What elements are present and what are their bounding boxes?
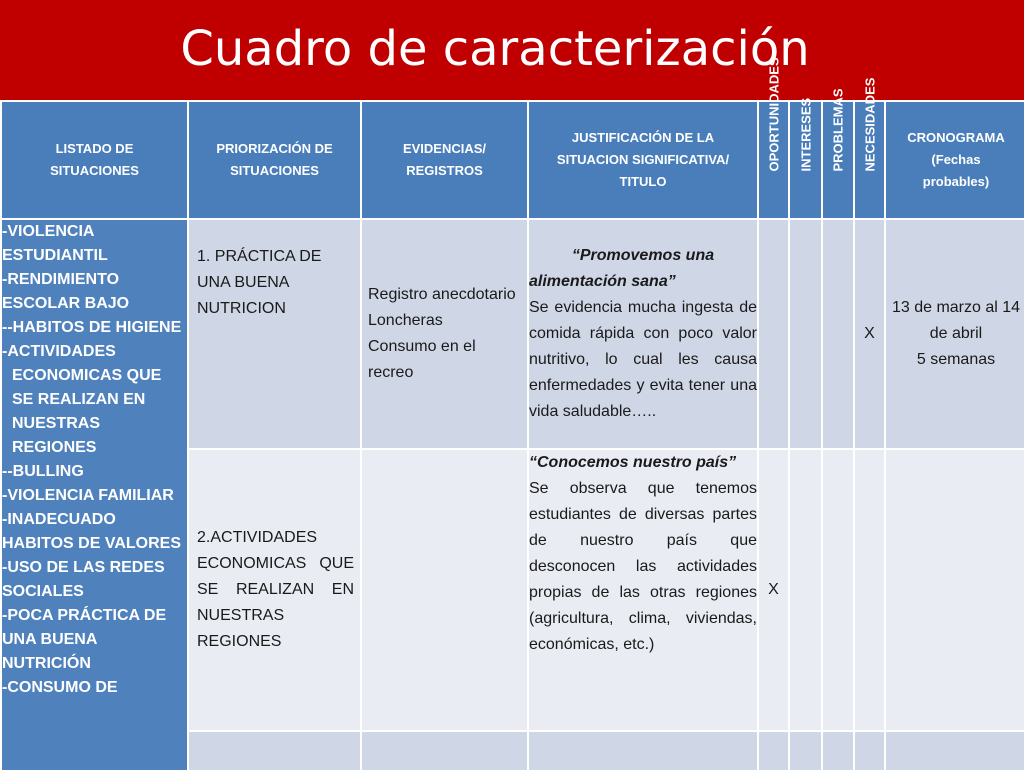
- empty-cell: [885, 731, 1024, 771]
- situation-title: “Conocemos nuestro país”: [529, 454, 737, 471]
- empty-cell: [789, 731, 822, 771]
- situation-text: Se evidencia mucha ingesta de comida rápida con poco valor nutritivo, lo cual les causa enfermedades y evita tener una vida saludable…..: [529, 299, 757, 420]
- header-listado: LISTADO DE SITUACIONES: [1, 101, 188, 219]
- situation-text: Se observa que tenemos estudiantes de diversas partes de nuestro país que desconocen las actividades propias de las otras regiones (agricultura, clima, viviendas, económicas, etc.): [529, 480, 757, 653]
- date-range: 13 de marzo al 14 de abril: [891, 299, 1021, 342]
- header-oportunidades: OPORTUNIDADES: [758, 101, 789, 219]
- header-cronograma: CRONOGRAMA (Fechas probables): [885, 101, 1024, 219]
- empty-cell: [188, 731, 361, 771]
- cronograma-cell: [885, 219, 1024, 449]
- evidence-item: Registro anecdotario: [368, 286, 516, 303]
- header-intereses: INTERESES: [789, 101, 822, 219]
- justificacion-cell: [528, 449, 758, 731]
- list-item: -USO DE LAS REDES SOCIALES: [2, 559, 165, 600]
- list-item: --HABITOS DE HIGIENE: [2, 319, 182, 336]
- evidence-item: Loncheras: [368, 312, 443, 329]
- intereses-cell: [789, 449, 822, 731]
- header-evidencias: EVIDENCIAS/ REGISTROS: [361, 101, 528, 219]
- characterization-table: [0, 56, 1024, 772]
- evidencias-cell: [361, 219, 528, 449]
- header-necesidades: NECESIDADES: [854, 101, 885, 219]
- empty-cell: [361, 731, 528, 771]
- necesidades-cell: [854, 449, 885, 731]
- problemas-cell: [822, 449, 854, 731]
- problemas-cell: [822, 219, 854, 449]
- intereses-cell: [789, 219, 822, 449]
- justificacion-cell: [528, 219, 758, 449]
- header-priorizacion: PRIORIZACIÓN DE SITUACIONES: [188, 101, 361, 219]
- list-item: -VIOLENCIA ESTUDIANTIL: [2, 223, 108, 264]
- list-item: -INADECUADO HABITOS DE VALORES: [2, 511, 181, 552]
- empty-cell: [854, 731, 885, 771]
- page-title: Cuadro de caracterización: [180, 21, 810, 77]
- oportunidades-cell: [758, 219, 789, 449]
- table-row: [1, 219, 1024, 449]
- list-item: ECONOMICAS QUE SE REALIZAN EN NUESTRAS REGIONES: [12, 367, 162, 456]
- list-item: -RENDIMIENTO ESCOLAR BAJO: [2, 271, 130, 312]
- priorizacion-cell: 1. PRÁCTICA DE UNA BUENA NUTRICION: [188, 219, 361, 449]
- list-item: --BULLING: [2, 463, 84, 480]
- header-row: [1, 101, 1024, 219]
- empty-cell: [528, 731, 758, 771]
- header-problemas: PROBLEMAS: [822, 101, 854, 219]
- evidencias-cell: [361, 449, 528, 731]
- empty-cell: [822, 731, 854, 771]
- empty-cell: [758, 731, 789, 771]
- duration: 5 semanas: [916, 351, 996, 368]
- priorizacion-cell: 2.ACTIVIDADES ECONOMICAS QUE SE REALIZAN EN NUESTRAS REGIONES: [188, 449, 361, 731]
- list-item: -CONSUMO DE: [2, 679, 118, 696]
- header-justificacion: JUSTIFICACIÓN DE LA SITUACION SIGNIFICATIVA/ TITULO: [528, 101, 758, 219]
- oportunidades-cell: X: [758, 449, 789, 731]
- list-item: -ACTIVIDADES: [2, 343, 116, 360]
- evidence-item: Consumo en el recreo: [368, 338, 476, 381]
- cronograma-cell: [885, 449, 1024, 731]
- necesidades-cell: X: [854, 219, 885, 449]
- list-item: -VIOLENCIA FAMILIAR: [2, 487, 174, 504]
- list-item: -POCA PRÁCTICA DE UNA BUENA NUTRICIÓN: [2, 607, 167, 672]
- situation-title: “Promovemos una alimentación sana”: [529, 247, 715, 290]
- listado-cell: [1, 219, 188, 771]
